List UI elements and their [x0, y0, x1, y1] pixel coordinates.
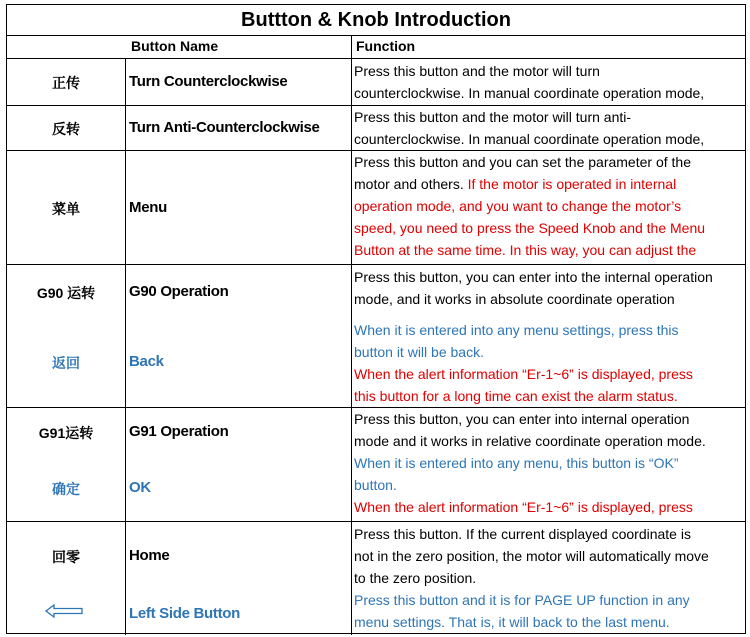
divider [351, 35, 352, 635]
function-line: When the alert information “Er-1~6” is displayed, press [354, 499, 693, 515]
function-line: speed, you need to press the Speed Knob and the Menu [354, 220, 706, 236]
row-button-name-secondary: OK [129, 479, 151, 496]
row-button-name: Home [129, 547, 170, 564]
divider [7, 521, 745, 522]
table-title: Buttton & Knob Introduction [241, 9, 511, 31]
row-cn-label: 正传 [52, 75, 80, 91]
function-line: operation mode, and you want to change the motor’s [354, 198, 682, 214]
row-function [354, 60, 746, 105]
row-cn-label-secondary: 返回 [52, 355, 80, 371]
row-cn-label: 回零 [52, 549, 80, 565]
divider [7, 58, 745, 59]
row-cn-label-secondary: 确定 [52, 481, 80, 497]
function-line: Button at the same time. In this way, you can adjust the [354, 242, 697, 258]
row-button-name: Menu [129, 199, 167, 216]
function-line: mode, and it works in absolute coordinate operation [354, 291, 675, 307]
function-line: Press this button, you can enter into internal operation [354, 411, 690, 427]
function-line: not in the zero position, the motor will automatically move [354, 548, 709, 564]
row-button-name: G90 Operation [129, 283, 229, 300]
row-button-name-secondary: Back [129, 353, 164, 370]
function-line: Press this button and you can set the parameter of the [354, 154, 691, 170]
function-line: When the alert information “Er-1~6” is displayed, press [354, 366, 693, 382]
row-function [354, 151, 746, 264]
function-line: menu settings. That is, it will back to the last menu. [354, 614, 670, 630]
function-line: counterclockwise. In manual coordinate operation mode, [354, 131, 705, 147]
row-function [354, 266, 746, 407]
function-line: When it is entered into any menu, this button is “OK” [354, 455, 679, 471]
function-line: this button for a long time can exist the alarm status. [354, 388, 678, 404]
left-arrow-icon [45, 604, 83, 618]
row-cn-label: 反转 [52, 121, 80, 137]
function-line: counterclockwise. In manual coordinate operation mode, [354, 85, 705, 101]
divider [7, 35, 745, 36]
intro-table [6, 4, 746, 634]
function-line: to the zero position. [354, 570, 477, 586]
row-cn-label: 菜单 [52, 201, 80, 217]
function-line: Press this button and the motor will turn [354, 63, 600, 79]
function-line: Press this button and it is for PAGE UP function in any [354, 592, 690, 608]
row-button-name: Turn Anti-Counterclockwise [129, 119, 320, 136]
function-line: Press this button and the motor will turn anti- [354, 109, 632, 125]
function-line: Press this button. If the current displayed coordinate is [354, 526, 691, 542]
row-button-name-secondary: Left Side Button [129, 605, 241, 622]
header-button-name: Button Name [131, 38, 219, 54]
row-button-name: G91 Operation [129, 423, 229, 440]
row-button-name: Turn Counterclockwise [129, 73, 288, 90]
function-line-part: If the motor is operated in internal [467, 176, 677, 192]
row-cn-label: G91运转 [38, 425, 94, 441]
function-line [354, 173, 746, 195]
row-function [354, 408, 746, 521]
divider [7, 264, 745, 265]
row-function [354, 106, 746, 150]
function-line: button it will be back. [354, 344, 484, 360]
row-cn-label: G90 运转 [36, 285, 96, 301]
header-function: Function [356, 38, 416, 54]
function-line: button. [354, 477, 397, 493]
function-line: When it is entered into any menu settings, press this [354, 322, 679, 338]
function-line: Press this button, you can enter into the internal operation [354, 269, 713, 285]
function-line-part: motor and others. [354, 176, 468, 192]
function-line: mode and it works in relative coordinate operation mode. [354, 433, 706, 449]
divider [125, 58, 126, 635]
row-function [354, 523, 746, 635]
